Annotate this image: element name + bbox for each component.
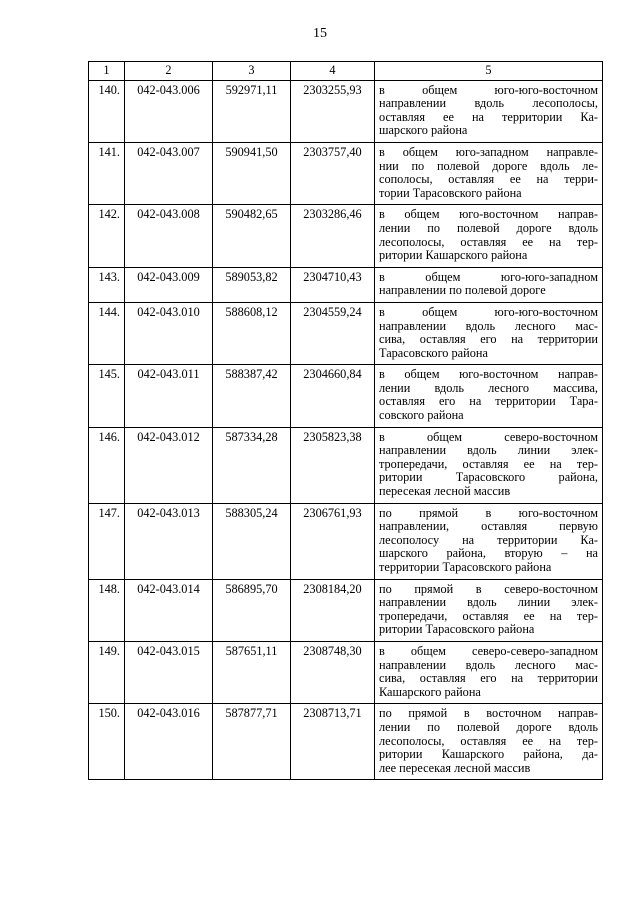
description-line: территории Тарасовского района [379,560,552,574]
coordinate-y: 2305823,38 [291,427,375,503]
description-line: лении по полевой дороге вдоль [379,220,598,235]
table-row [89,80,603,142]
point-code: 042-043.010 [125,302,213,364]
description-line: лесополосу на территории Ка- [379,532,598,547]
page-number: 15 [313,26,327,41]
description-line: направлении вдоль лесополосы, [379,96,598,111]
description-line: в общем юго-юго-восточном [379,82,598,97]
row-number: 148. [89,579,125,641]
table-row [89,267,603,302]
description-line: по прямой в восточном направ- [379,706,598,721]
description-line: в общем северо-восточном [379,429,598,444]
header-cell-1: 1 [89,62,125,81]
description-line: сополосы, оставляя ее на терри- [379,172,598,187]
description-line: тропередачи, оставляя ее на тер- [379,456,598,471]
description-line: в общем юго-западном направле- [379,144,598,159]
coordinate-x: 588305,24 [213,503,291,579]
description-line: направлении вдоль лесного мас- [379,657,598,672]
coordinate-y: 2303255,93 [291,80,375,142]
table-row [89,142,603,204]
description-line: сива, оставляя его на территории [379,332,598,347]
coordinate-x: 590482,65 [213,205,291,267]
description-line: по прямой в юго-восточном [379,505,598,520]
row-number: 142. [89,205,125,267]
coordinate-x: 590941,50 [213,142,291,204]
table-row [89,579,603,641]
row-number: 140. [89,80,125,142]
description-line: шарского района, вторую – на [379,546,598,561]
row-number: 143. [89,267,125,302]
coordinate-x: 586895,70 [213,579,291,641]
row-number: 146. [89,427,125,503]
description-line: в общем юго-восточном направ- [379,367,598,382]
table-body [89,80,603,780]
description-line: в общем юго-восточном направ- [379,207,598,222]
table-row [89,302,603,364]
point-code: 042-043.009 [125,267,213,302]
description-line: ритории Тарасовского района [379,622,535,637]
description-line: Тарасовского района [379,345,488,360]
coordinate-x: 589053,82 [213,267,291,302]
description-line: лее пересекая лесной массив [379,760,531,775]
row-number: 149. [89,641,125,703]
description-line: направлении, оставляя первую [379,519,598,534]
description-line: совского района [379,408,464,423]
point-code: 042-043.015 [125,641,213,703]
description-line: ритории Кашарского района, да- [379,747,598,762]
coordinate-x: 587877,71 [213,704,291,780]
boundary-description [375,267,603,302]
coordinate-y: 2308748,30 [291,641,375,703]
coordinate-x: 588608,12 [213,302,291,364]
description-line: шарского района [379,123,468,138]
description-line: тории Тарасовского района [379,185,522,200]
boundary-description [375,302,603,364]
description-line: ритории Кашарского района [379,248,528,263]
description-line: оставляя его на территории Тара- [379,394,598,409]
boundary-description [375,579,603,641]
row-number: 145. [89,365,125,427]
header-cell-2: 2 [125,62,213,81]
coordinate-x: 592971,11 [213,80,291,142]
header-cell-3: 3 [213,62,291,81]
point-code: 042-043.008 [125,205,213,267]
boundary-description [375,80,603,142]
description-line: лесополосы, оставляя ее на тер- [379,234,598,249]
description-line: направлении вдоль линии элек- [379,443,598,458]
description-line: нии по полевой дороге вдоль ле- [379,158,598,173]
point-code: 042-043.014 [125,579,213,641]
description-line: лении по полевой дороге вдоль [379,719,598,734]
description-line: в общем юго-юго-западном [379,269,598,284]
description-line: тропередачи, оставляя ее на тер- [379,608,598,623]
table-header-row [89,62,603,81]
row-number: 150. [89,704,125,780]
description-line: направлении вдоль линии элек- [379,595,598,610]
table-row [89,427,603,503]
coordinate-y: 2308713,71 [291,704,375,780]
point-code: 042-043.012 [125,427,213,503]
description-line: оставляя ее на территории Ка- [379,109,598,124]
boundary-description [375,503,603,579]
coordinate-y: 2308184,20 [291,579,375,641]
table-row [89,503,603,579]
description-line: пересекая лесной массив [379,484,511,499]
header-cell-5: 5 [375,62,603,81]
coordinate-x: 587651,11 [213,641,291,703]
description-line: в общем северо-северо-западном [379,643,598,658]
table-row [89,704,603,780]
description-line: сива, оставляя его на территории [379,671,598,686]
row-number: 144. [89,302,125,364]
boundary-points-table [88,61,603,780]
boundary-description [375,205,603,267]
point-code: 042-043.006 [125,80,213,142]
point-code: 042-043.007 [125,142,213,204]
coordinate-y: 2306761,93 [291,503,375,579]
point-code: 042-043.011 [125,365,213,427]
table-row [89,641,603,703]
description-line: ритории Тарасовского района, [379,470,598,485]
coordinate-x: 587334,28 [213,427,291,503]
description-line: лении вдоль лесного массива, [379,380,598,395]
coordinate-y: 2303757,40 [291,142,375,204]
row-number: 147. [89,503,125,579]
description-line: направлении по полевой дороге [379,283,546,298]
boundary-description [375,641,603,703]
point-code: 042-043.013 [125,503,213,579]
point-code: 042-043.016 [125,704,213,780]
coordinate-y: 2304559,24 [291,302,375,364]
description-line: в общем юго-юго-восточном [379,304,598,319]
boundary-description [375,142,603,204]
description-line: лесополосы, оставляя ее на тер- [379,733,598,748]
table-row [89,205,603,267]
description-line: по прямой в северо-восточном [379,581,598,596]
header-cell-4: 4 [291,62,375,81]
description-line: направлении вдоль лесного мас- [379,318,598,333]
boundary-description [375,427,603,503]
boundary-description [375,704,603,780]
coordinate-y: 2304660,84 [291,365,375,427]
boundary-description [375,365,603,427]
table-row [89,365,603,427]
row-number: 141. [89,142,125,204]
coordinate-y: 2304710,43 [291,267,375,302]
coordinate-x: 588387,42 [213,365,291,427]
coordinate-y: 2303286,46 [291,205,375,267]
description-line: Кашарского района [379,684,481,699]
